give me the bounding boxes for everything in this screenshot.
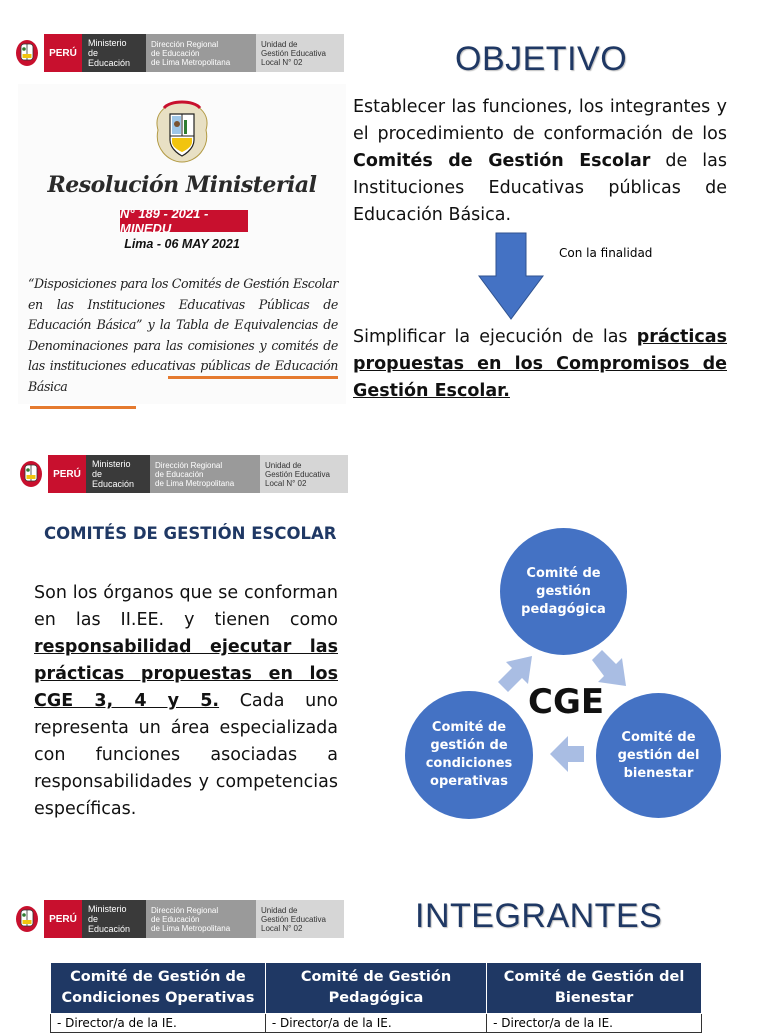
orange-underline-1 [168,376,338,379]
ministry-label: Ministerio de Educación [82,900,146,938]
peru-crest-icon [14,455,48,493]
resolution-image [18,84,346,404]
members-title: INTEGRANTES [415,897,663,935]
resolution-seal-icon [152,96,212,166]
column-header-operational: Comité de Gestión de Condiciones Operativas [51,963,266,1014]
table-cell: - Director/a de la IE. [51,1014,266,1033]
regional-label: Dirección Regional de Educación de Lima Metropolitana [146,900,256,938]
committee-wellbeing: Comité de gestión del bienestar [596,693,721,818]
committees-title: COMITÉS DE GESTIÓN ESCOLAR [44,524,337,543]
peru-label: PERÚ [48,455,86,493]
purpose-text-bold: prácticas propuestas en los Compromisos de Gestión Escolar. [353,327,727,401]
down-arrow-icon [478,232,544,320]
objective-text-bold: Comités de Gestión Escolar [353,151,651,171]
ministry-label: Ministerio de Educación [86,455,150,493]
table-cell: - Director/a de la IE. [487,1014,702,1033]
unit-label: Unidad de Gestión Educativa Local N° 02 [256,34,344,72]
ministry-label: Ministerio de Educación [82,34,146,72]
objective-text-a: Establecer las funciones, los integrantes y el procedimiento de conformación de los [353,97,727,144]
header-strip-1 [10,34,344,72]
orange-underline-2 [30,406,136,409]
regional-label: Dirección Regional de Educación de Lima Metropolitana [150,455,260,493]
unit-label: Unidad de Gestión Educativa Local N° 02 [256,900,344,938]
unit-label: Unidad de Gestión Educativa Local N° 02 [260,455,348,493]
resolution-title: Resolución Ministerial [47,172,317,198]
column-header-wellbeing: Comité de Gestión del Bienestar [487,963,702,1014]
header-strip-3 [10,900,344,938]
cycle-arrow-left-icon [550,736,584,772]
column-header-pedagogical: Comité de Gestión Pedagógica [265,963,486,1014]
table-cell: - Director/a de la IE. [265,1014,486,1033]
peru-label: PERÚ [44,34,82,72]
objective-paragraph [353,94,727,229]
committees-paragraph [34,580,338,823]
members-table [50,962,702,1033]
cge-center-label: CGE [528,682,605,722]
peru-crest-icon [10,900,44,938]
resolution-date: Lima - 06 MAY 2021 [124,237,240,251]
peru-label: PERÚ [44,900,82,938]
header-strip-2 [14,455,348,493]
objective-title: OBJETIVO [455,40,628,78]
peru-crest-icon [10,34,44,72]
committees-text-bold: responsabilidad ejecutar las prácticas propuestas en los CGE 3, 4 y 5. [34,637,338,711]
committees-text-c: Cada uno representa un área especializada con funciones asociadas a responsabilidades y competencias específicas. [34,691,338,819]
purpose-text-a: Simplificar la ejecución de las [353,327,637,347]
committee-operational: Comité de gestión de condiciones operativas [405,691,533,819]
committees-text-a: Son los órganos que se conforman en las II.EE. y tienen como [34,583,338,630]
purpose-paragraph [353,324,727,405]
resolution-number: N° 189 - 2021 - MINEDU [120,210,248,232]
table-row [51,1014,702,1033]
regional-label: Dirección Regional de Educación de Lima Metropolitana [146,34,256,72]
committee-pedagogical: Comité de gestión pedagógica [500,528,627,655]
resolution-description: “Disposiciones para los Comités de Gestión Escolar en las Instituciones Educativas Públicas de Educación Básica” y la Tabla de Equivalencias de Denominaciones para las comisiones y comités de las instituciones educativas públicas de Educación Básica [28,276,338,394]
arrow-note: Con la finalidad [559,246,653,260]
objective-text-c: de las Instituciones Educativas públicas de Educación Básica. [353,151,727,225]
